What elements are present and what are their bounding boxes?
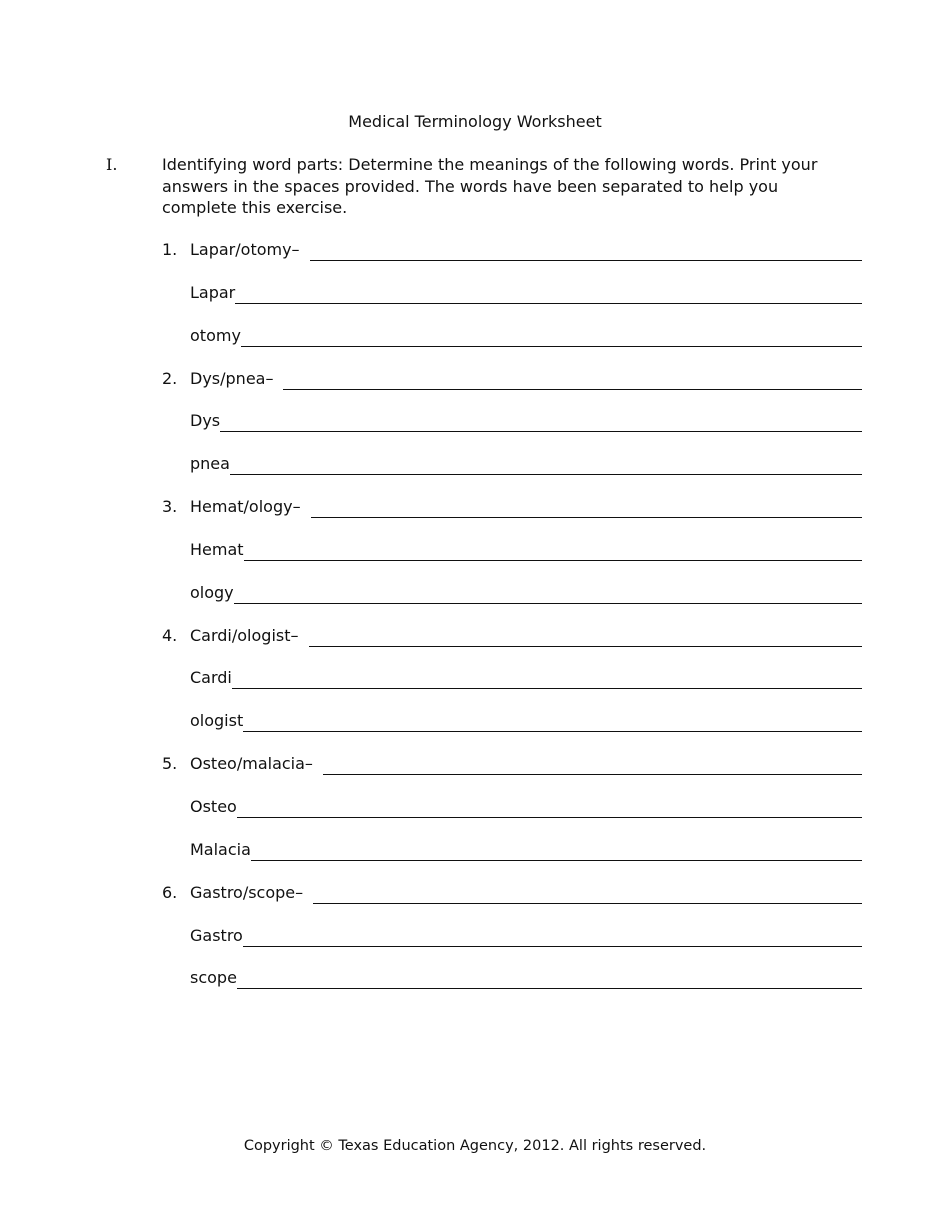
word-part-row <box>162 581 862 624</box>
word-part-label: Dys <box>190 411 221 431</box>
word-part-label: Malacia <box>190 839 251 859</box>
answer-line[interactable] <box>243 709 862 732</box>
answer-line[interactable] <box>283 367 862 390</box>
word-part-row <box>162 795 862 838</box>
question-row <box>162 624 862 667</box>
answer-line[interactable] <box>220 409 862 432</box>
question-row <box>162 367 862 410</box>
answer-line[interactable] <box>313 881 862 904</box>
word-part-row <box>162 281 862 324</box>
word-part-row <box>162 452 862 495</box>
answer-line[interactable] <box>323 752 862 775</box>
question-number: 4. <box>162 625 178 645</box>
answer-line[interactable] <box>230 452 862 475</box>
word-part-label: pnea <box>190 454 230 474</box>
question-row <box>162 495 862 538</box>
word-part-row <box>162 924 862 967</box>
question-number: 3. <box>162 497 178 517</box>
question-word: Dys/pnea– <box>190 368 274 388</box>
question-number: 1. <box>162 240 178 259</box>
answer-line[interactable] <box>310 238 862 261</box>
question-word: Hemat/ology– <box>190 497 301 517</box>
section-instructions: Identifying word parts: Determine the meanings of the following words. Print your answers in the spaces provided. The words have been separated to help you complete this exercise. <box>162 155 818 217</box>
word-part-label: Lapar <box>190 282 236 302</box>
question-row <box>162 881 862 924</box>
word-part-label: Cardi <box>190 668 232 688</box>
word-part-row <box>162 838 862 881</box>
word-part-label: otomy <box>190 325 241 345</box>
question-row <box>162 752 862 795</box>
answer-line[interactable] <box>235 281 862 304</box>
word-part-row <box>162 409 862 452</box>
word-part-label: ology <box>190 582 234 602</box>
question-word: Gastro/scope– <box>190 882 304 902</box>
section-numeral: I. <box>106 155 118 174</box>
copyright-footer: Copyright © Texas Education Agency, 2012. All rights reserved. <box>243 1138 707 1154</box>
answer-line[interactable] <box>237 795 862 818</box>
answer-line[interactable] <box>241 324 862 347</box>
word-part-label: Hemat <box>190 539 244 559</box>
question-word: Cardi/ologist– <box>190 625 299 645</box>
word-part-label: scope <box>190 968 237 988</box>
word-part-row <box>162 709 862 752</box>
page-title: Medical Terminology Worksheet <box>348 112 602 131</box>
word-part-row <box>162 324 862 367</box>
question-number: 5. <box>162 754 178 774</box>
word-part-label: Gastro <box>190 925 243 945</box>
answer-line[interactable] <box>251 838 862 861</box>
answer-line[interactable] <box>237 966 862 989</box>
word-part-label: ologist <box>190 711 244 731</box>
question-word: Lapar/otomy– <box>190 240 300 259</box>
word-part-row <box>162 538 862 581</box>
question-number: 2. <box>162 368 178 388</box>
word-part-label: Osteo <box>190 796 237 816</box>
question-list <box>162 238 862 1009</box>
answer-line[interactable] <box>232 666 862 689</box>
answer-line[interactable] <box>243 924 862 947</box>
word-part-row <box>162 666 862 709</box>
word-part-row <box>162 966 862 1009</box>
question-row <box>162 238 862 281</box>
answer-line[interactable] <box>234 581 862 604</box>
answer-line[interactable] <box>309 624 863 647</box>
question-number: 6. <box>162 882 178 902</box>
question-word: Osteo/malacia– <box>190 754 313 774</box>
answer-line[interactable] <box>244 538 862 561</box>
answer-line[interactable] <box>311 495 862 518</box>
